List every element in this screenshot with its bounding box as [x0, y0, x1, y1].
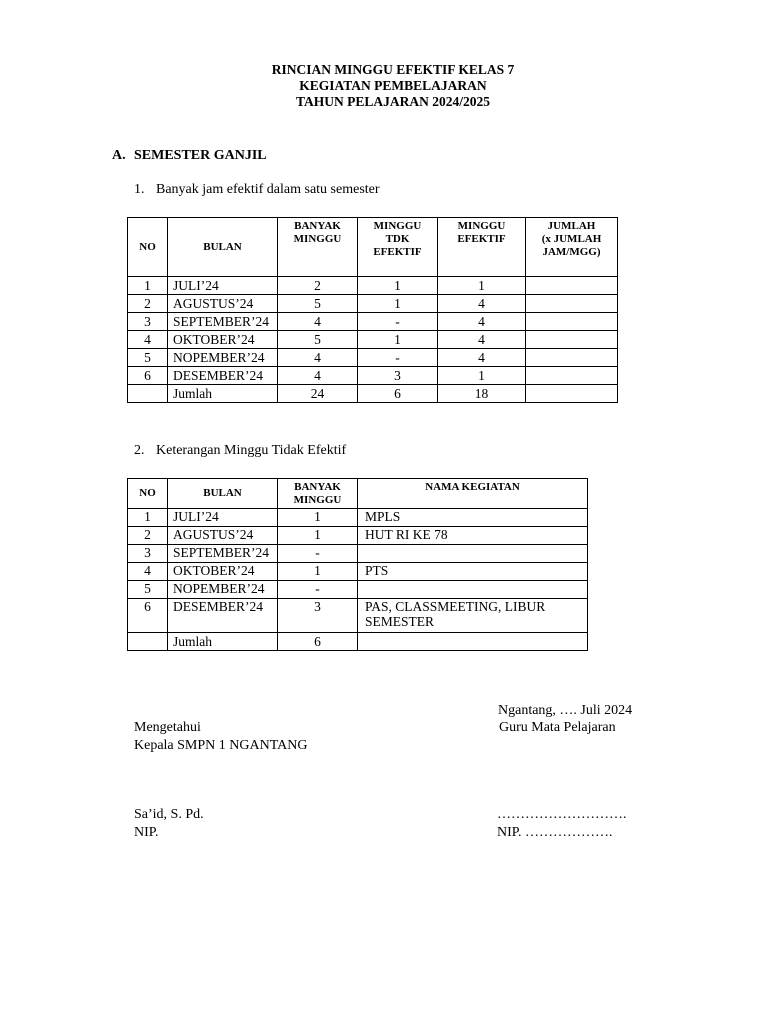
table-row: [128, 277, 618, 295]
left-signer-nip: NIP.: [134, 825, 159, 840]
row-no: 3: [128, 545, 168, 563]
table-header-row: [128, 479, 588, 509]
subheading-2: [134, 443, 346, 459]
row-banyak: -: [278, 581, 358, 599]
row-no: 6: [128, 599, 168, 633]
row-efektif: 4: [438, 349, 526, 367]
header-bulan: BULAN: [168, 218, 278, 277]
row-no: 2: [128, 527, 168, 545]
right-signer-nip: NIP. ……………….: [497, 825, 613, 840]
row-banyak: 1: [278, 563, 358, 581]
right-signer-name: ……………………….: [497, 807, 627, 822]
header-no: NO: [128, 218, 168, 277]
table-row: [128, 331, 618, 349]
row-jumlah: [526, 367, 618, 385]
row-bulan: JULI’24: [168, 277, 278, 295]
total-no-cell: [128, 385, 168, 403]
left-signer-label-2: Kepala SMPN 1 NGANTANG: [134, 738, 308, 753]
title-line-2: KEGIATAN PEMBELAJARAN: [299, 78, 487, 93]
subheading-1-label: Banyak jam efektif dalam satu semester: [156, 182, 380, 197]
header-nama-kegiatan: NAMA KEGIATAN: [358, 479, 588, 509]
row-banyak: 4: [278, 313, 358, 331]
row-banyak: 3: [278, 599, 358, 633]
document-title: [0, 62, 768, 110]
header-minggu-efektif: MINGGU EFEKTIF: [438, 218, 526, 277]
kegiatan-line-1: PTS: [365, 563, 389, 578]
row-kegiatan: [358, 545, 588, 563]
row-no: 1: [128, 277, 168, 295]
row-jumlah: [526, 277, 618, 295]
table-total-row: [128, 633, 588, 651]
row-tdk: 3: [358, 367, 438, 385]
section-label: SEMESTER GANJIL: [134, 148, 267, 163]
row-bulan: AGUSTUS’24: [168, 527, 278, 545]
row-bulan: OKTOBER’24: [168, 563, 278, 581]
row-banyak: 5: [278, 331, 358, 349]
kegiatan-line-2: SEMESTER: [365, 614, 435, 629]
row-no: 5: [128, 581, 168, 599]
row-banyak: -: [278, 545, 358, 563]
row-efektif: 4: [438, 331, 526, 349]
table-row: [128, 527, 588, 545]
total-banyak: 24: [278, 385, 358, 403]
row-banyak: 4: [278, 349, 358, 367]
row-no: 1: [128, 509, 168, 527]
table-row: [128, 313, 618, 331]
row-jumlah: [526, 295, 618, 313]
row-tdk: -: [358, 349, 438, 367]
effective-weeks-table: [127, 217, 618, 403]
row-no: 3: [128, 313, 168, 331]
row-tdk: 1: [358, 277, 438, 295]
table-row: [128, 545, 588, 563]
total-efektif: 18: [438, 385, 526, 403]
header-bulan: BULAN: [168, 479, 278, 509]
header-banyak-minggu: BANYAK MINGGU: [278, 479, 358, 509]
row-bulan: OKTOBER’24: [168, 331, 278, 349]
table-row: [128, 563, 588, 581]
row-kegiatan: [358, 599, 588, 633]
row-no: 4: [128, 331, 168, 349]
table-row: [128, 295, 618, 313]
row-efektif: 4: [438, 295, 526, 313]
row-banyak: 1: [278, 509, 358, 527]
row-jumlah: [526, 313, 618, 331]
row-bulan: SEPTEMBER’24: [168, 545, 278, 563]
row-bulan: AGUSTUS’24: [168, 295, 278, 313]
header-jumlah: JUMLAH (x JUMLAH JAM/MGG): [526, 218, 618, 277]
header-minggu-tdk-efektif: MINGGU TDK EFEKTIF: [358, 218, 438, 277]
row-jumlah: [526, 349, 618, 367]
row-kegiatan: [358, 527, 588, 545]
place-date: Ngantang, …. Juli 2024: [498, 703, 633, 718]
subheading-1-number: 1.: [134, 182, 145, 197]
row-bulan: NOPEMBER’24: [168, 349, 278, 367]
table-header-row: [128, 218, 618, 277]
subheading-2-label: Keterangan Minggu Tidak Efektif: [156, 443, 347, 458]
total-jumlah: [526, 385, 618, 403]
header-no: NO: [128, 479, 168, 509]
left-signer-name: Sa’id, S. Pd.: [134, 807, 204, 822]
total-kegiatan: [358, 633, 588, 651]
row-no: 6: [128, 367, 168, 385]
total-label: Jumlah: [168, 633, 278, 651]
non-effective-weeks-table: [127, 478, 588, 651]
table-row: [128, 599, 588, 633]
total-tdk: 6: [358, 385, 438, 403]
kegiatan-line-1: HUT RI KE 78: [365, 527, 448, 542]
row-tdk: -: [358, 313, 438, 331]
row-tdk: 1: [358, 331, 438, 349]
row-tdk: 1: [358, 295, 438, 313]
row-efektif: 4: [438, 313, 526, 331]
row-bulan: SEPTEMBER’24: [168, 313, 278, 331]
row-banyak: 1: [278, 527, 358, 545]
left-signer-label-1: Mengetahui: [134, 720, 201, 735]
table-row: [128, 367, 618, 385]
table-total-row: [128, 385, 618, 403]
row-bulan: JULI’24: [168, 509, 278, 527]
total-no-cell: [128, 633, 168, 651]
row-efektif: 1: [438, 367, 526, 385]
kegiatan-line-1: MPLS: [365, 509, 401, 524]
row-no: 4: [128, 563, 168, 581]
row-efektif: 1: [438, 277, 526, 295]
subheading-2-number: 2.: [134, 443, 145, 458]
right-signer-label: Guru Mata Pelajaran: [499, 720, 616, 735]
row-bulan: DESEMBER’24: [168, 599, 278, 633]
section-heading: [112, 148, 267, 164]
row-banyak: 5: [278, 295, 358, 313]
total-label: Jumlah: [168, 385, 278, 403]
row-bulan: DESEMBER’24: [168, 367, 278, 385]
row-kegiatan: [358, 509, 588, 527]
subheading-1: [134, 182, 380, 198]
row-kegiatan: [358, 563, 588, 581]
table-row: [128, 509, 588, 527]
section-letter: A.: [112, 148, 126, 163]
title-line-3: TAHUN PELAJARAN 2024/2025: [295, 94, 490, 109]
title-line-1: RINCIAN MINGGU EFEKTIF KELAS 7: [271, 62, 515, 77]
row-jumlah: [526, 331, 618, 349]
total-banyak: 6: [278, 633, 358, 651]
row-no: 2: [128, 295, 168, 313]
row-no: 5: [128, 349, 168, 367]
row-banyak: 4: [278, 367, 358, 385]
row-bulan: NOPEMBER’24: [168, 581, 278, 599]
table-row: [128, 581, 588, 599]
row-banyak: 2: [278, 277, 358, 295]
table-row: [128, 349, 618, 367]
header-banyak-minggu: BANYAK MINGGU: [278, 218, 358, 277]
kegiatan-line-1: PAS, CLASSMEETING, LIBUR: [365, 599, 546, 614]
row-kegiatan: [358, 581, 588, 599]
